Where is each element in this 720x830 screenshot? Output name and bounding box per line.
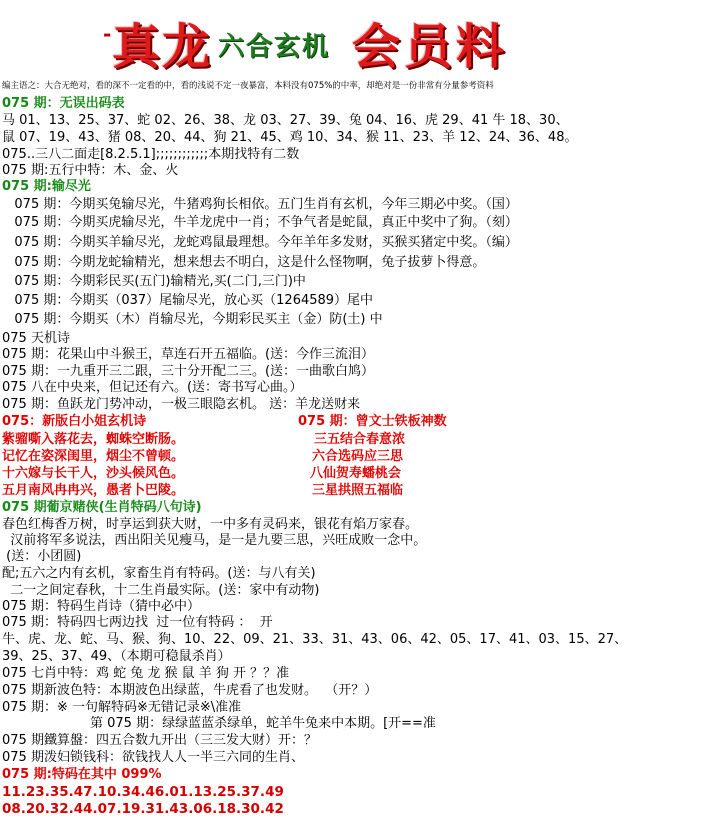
text-line: 075 期：一九重开三二跟，三十分开配二三。(送：一曲歌白鸠） bbox=[2, 364, 375, 379]
section-title-left: 075：新版白小姐玄机诗 bbox=[2, 414, 147, 429]
poem-line-left: 十六嫁与长干人，沙头候风色。 bbox=[2, 466, 185, 481]
number-row: 鼠 07、19、43、猪 08、20、44、狗 21、45、鸡 10、34、猴 11、23、羊 12、24、36、48。 bbox=[2, 130, 578, 145]
text-line: 075 期：今期彩民买(五门)输精光,买(二门,三门)中 bbox=[2, 274, 306, 289]
text-line: 汉前将军多说法，西出阳关见瘦马，是一是九要三思，兴旺成败一念中。 bbox=[2, 533, 427, 548]
text-line: 075 期：今期买虎输尽光，牛羊龙虎中一肖；不争气者是蛇鼠，真正中奖中了狗。（刻） bbox=[2, 215, 518, 230]
poem-line-right: 三星拱照五福临 bbox=[312, 483, 404, 498]
number-row: 11.23.35.47.10.34.46.01.13.25.37.49 bbox=[2, 784, 284, 800]
text-line: 075 期鐵算盤：四五合数九开出（三三发大财）开：？ bbox=[2, 733, 317, 748]
poem-line-right: 六合选码应三思 bbox=[312, 449, 404, 464]
section-title: 075 期葡京赌侠(生肖特码八句诗) bbox=[2, 500, 202, 515]
poem-line-right: 三五结合春意浓 bbox=[314, 432, 406, 447]
poem-line-left: 紫骝嘶入落花去，蜘蛛空断肠。 bbox=[2, 432, 185, 447]
text-line: 春色红梅香万树，时享运到获大财，一中多有灵码来，银花有焰万家春。 bbox=[2, 517, 419, 532]
section-title: 075 期:特码在其中 099% bbox=[2, 767, 162, 782]
text-line: 二一之间定春秋，十二生肖最实际。(送：家中有动物) bbox=[2, 583, 320, 598]
text-line: 075 天机诗 bbox=[2, 331, 70, 346]
section-title-right: 075 期：曾文士铁板神数 bbox=[298, 414, 447, 429]
text-line: 075 期：特码生肖诗（猜中必中） bbox=[2, 599, 200, 614]
text-line: 075 期：鱼跃龙门势冲动，一极三眼隐玄机。 送：羊龙送财来 bbox=[2, 397, 361, 412]
section-title: 075 期：无误出码表 bbox=[2, 96, 125, 111]
text-line: 075 期：今期买羊输尽光，龙蛇鸡鼠最理想。今年羊年多发财，买猴买猪定中奖。（编） bbox=[2, 235, 518, 250]
header-dash: - bbox=[103, 22, 112, 46]
text-line: 075 期新波色特：本期波色出绿蓝，牛虎看了也发财。 （开？） bbox=[2, 683, 378, 698]
number-row: 牛、虎、龙、蛇、马、猴、狗、10、22、09、21、33、31、43、06、42、05、17、41、03、15、27、 bbox=[2, 632, 628, 647]
number-row: 08.20.32.44.07.19.31.43.06.18.30.42 bbox=[2, 801, 284, 817]
text-line: 075 八在中央来，但记还有六。(送：寄书写心曲。） bbox=[2, 380, 303, 395]
poem-line-left: 记忆在姿深闺里，烟尘不曾顿。 bbox=[2, 449, 185, 464]
title-char-1: 真 bbox=[112, 19, 159, 75]
text-line: 075 期：花果山中斗猴王，草连石开五福临。(送：今作三流泪） bbox=[2, 347, 375, 362]
title-char-5: 料 bbox=[456, 19, 503, 75]
text-line: 075 期：今期买（木）肖输尽光，今期彩民买主（金）防(土) 中 bbox=[2, 312, 383, 327]
number-row: 39、25、37、49、（本期可稳鼠杀肖） bbox=[2, 649, 231, 664]
text-line: 075 期：今期买（037）尾输尽光，放心买（1264589）尾中 bbox=[2, 293, 374, 308]
section-title: 075 期:输尽光 bbox=[2, 179, 91, 194]
title-char-3: 会 bbox=[352, 19, 399, 75]
text-line: 075 期：今期龙蛇输精光，想来想去不明白，这是什么怪物啊，兔子拔萝卜得意。 bbox=[2, 255, 486, 270]
title-subtitle: 六合玄机 bbox=[218, 32, 331, 62]
text-line: 075 期：今期买兔输尽光，牛猪鸡狗长相依。五门生肖有玄机，今年三期必中奖。（国） bbox=[2, 197, 518, 212]
text-line: 配;五六之内有玄机，家畜生肖有特码。(送：与八有关) bbox=[2, 566, 316, 581]
number-row: 马 01、13、25、37、蛇 02、26、38、龙 03、27、39、兔 04、16、虎 29、41 牛 18、30、 bbox=[2, 113, 569, 128]
poem-line-right: 八仙贺寿蟠桃会 bbox=[310, 466, 402, 481]
text-line: 075 期：※ 一句解特码※无错记录※\准准 bbox=[2, 700, 242, 715]
header-banner bbox=[0, 0, 720, 75]
text-line: 075 期泼妇锁钱科：欲钱找人人一半三六同的生肖、 bbox=[2, 750, 304, 765]
text-line: 075 期:五行中特：木、金、火 bbox=[2, 163, 179, 178]
text-line: 第 075 期：绿绿蓝蓝杀绿单，蛇羊牛兔来中本期。[开==准 bbox=[90, 716, 436, 731]
text-line: 075 期：特码四七两边找 过一位有特码 ： 开 bbox=[2, 615, 273, 630]
text-line: 075..三八二面走[8.2.5.1];;;;;;;;;;;;本期找特有二数 bbox=[2, 147, 300, 162]
disclaimer-text: 编主语之：大合无绝对，看的深不一定看的中，看的浅说不定一夜暴富，本料没有075%的中率，却绝对是一份非常有分量参考资料 bbox=[2, 81, 494, 91]
poem-line-left: 五月南风冉冉兴，愚者卜巴陵。 bbox=[2, 483, 185, 498]
title-char-4: 员 bbox=[404, 19, 451, 75]
text-line: 075 七肖中特：鸡 蛇 兔 龙 猴 鼠 羊 狗 开 ？？准 bbox=[2, 666, 290, 681]
title-char-2: 龙 bbox=[162, 19, 209, 75]
text-line: (送：小团圆) bbox=[2, 549, 82, 564]
